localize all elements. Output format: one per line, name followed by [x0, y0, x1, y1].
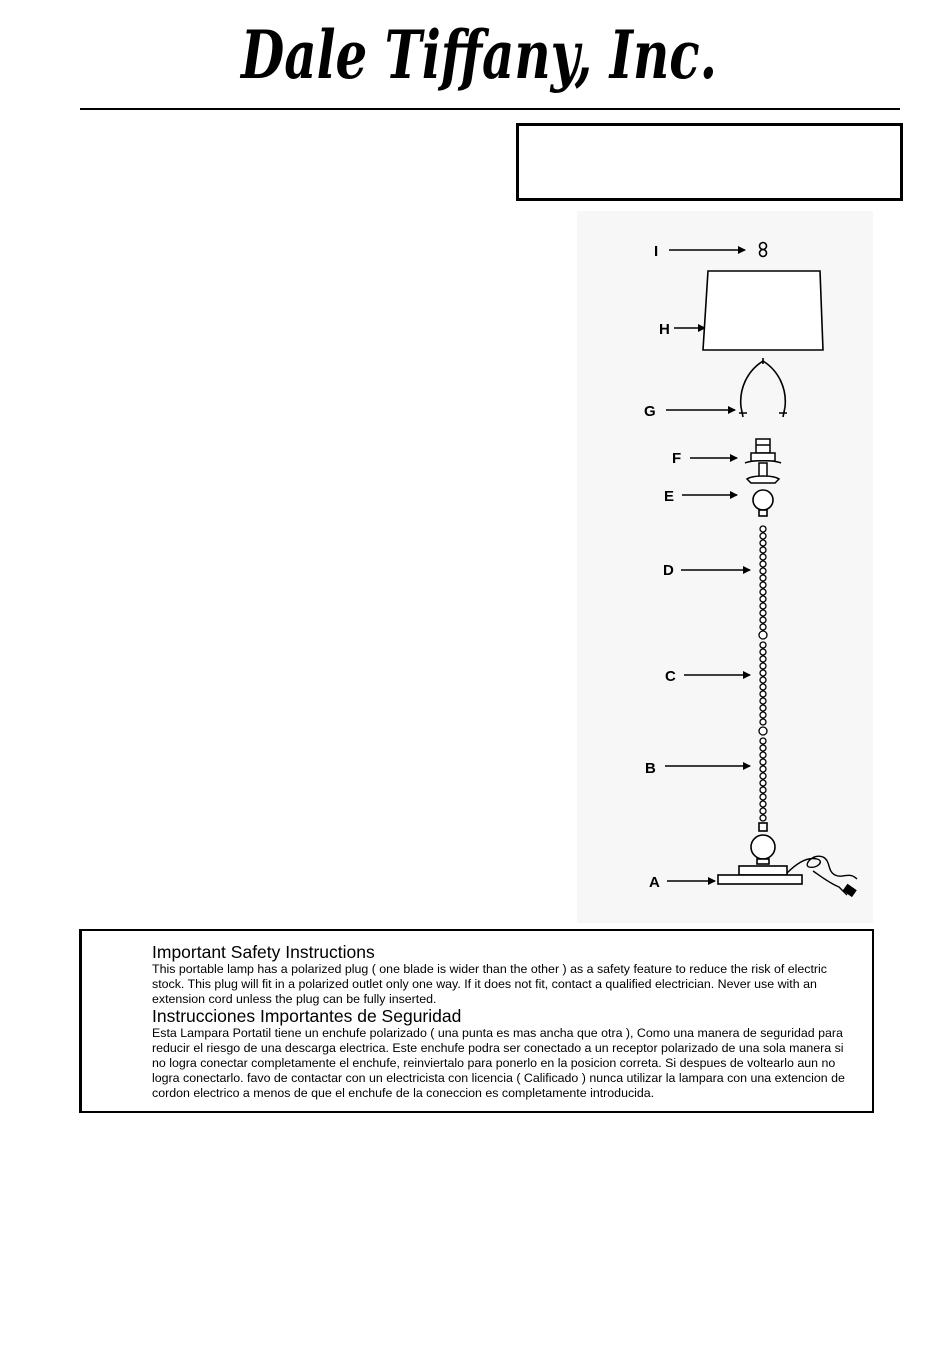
lamp-parts-diagram: [577, 211, 873, 923]
lamp-shade-part: [703, 271, 823, 350]
safety-content: [152, 943, 858, 1101]
label-c: C: [665, 668, 676, 685]
finial-part: [760, 243, 767, 257]
safety-body-english: This portable lamp has a polarized plug ( one blade is wider than the other ) as a safety feature to reduce the risk of electric stock. This plug will fit in a polarized outlet only one way. If it does not fit, contact a qualified electrician. Never use with an extension cord unless the plug can be fully inserted.: [152, 962, 827, 1006]
label-f: F: [672, 450, 682, 467]
safety-heading-english: Important Safety Instructions: [152, 942, 375, 962]
header-divider: [80, 108, 900, 110]
label-b: B: [645, 760, 656, 777]
stem-section-d: [759, 526, 767, 639]
label-d: D: [663, 562, 674, 579]
safety-body-spanish: Esta Lampara Portatil tiene un enchufe polarizado ( una punta es mas ancha que otra ), Como una manera de seguridad para reducir el riesgo de una descarga electrica. Este enchufe podra ser conectado a un receptor polarizado de una sola manera si no logra conectar completamente el enchufe, reinviertalo para ponerlo en la posicion correta. Si despues de voltearlo aun no logra conectarlo. favo de contactar con un electricista con licencia ( Calificado ) nunca utilizar la lampara con una extencion de cordon electrico a menos de que el enchufe de la coneccion es completamente introducida.: [152, 1026, 845, 1100]
stem-section-b: [760, 738, 766, 821]
upper-ball-part: [753, 490, 773, 516]
stem-section-c: [759, 642, 767, 735]
label-e: E: [664, 488, 675, 505]
safety-heading-spanish: Instrucciones Importantes de Seguridad: [152, 1006, 462, 1026]
stem-sections: [759, 526, 767, 821]
socket-part: [745, 439, 781, 483]
label-i: I: [654, 243, 659, 260]
model-number-box: [516, 123, 903, 201]
label-g: G: [644, 403, 656, 420]
label-a: A: [649, 874, 660, 891]
harp-part: [739, 358, 787, 417]
label-h: H: [659, 321, 670, 338]
base-part: [718, 823, 802, 884]
safety-instructions-box: [79, 929, 874, 1113]
logo-text: Dale Tiffany, Inc.: [239, 16, 718, 94]
company-logo: [235, 8, 725, 108]
